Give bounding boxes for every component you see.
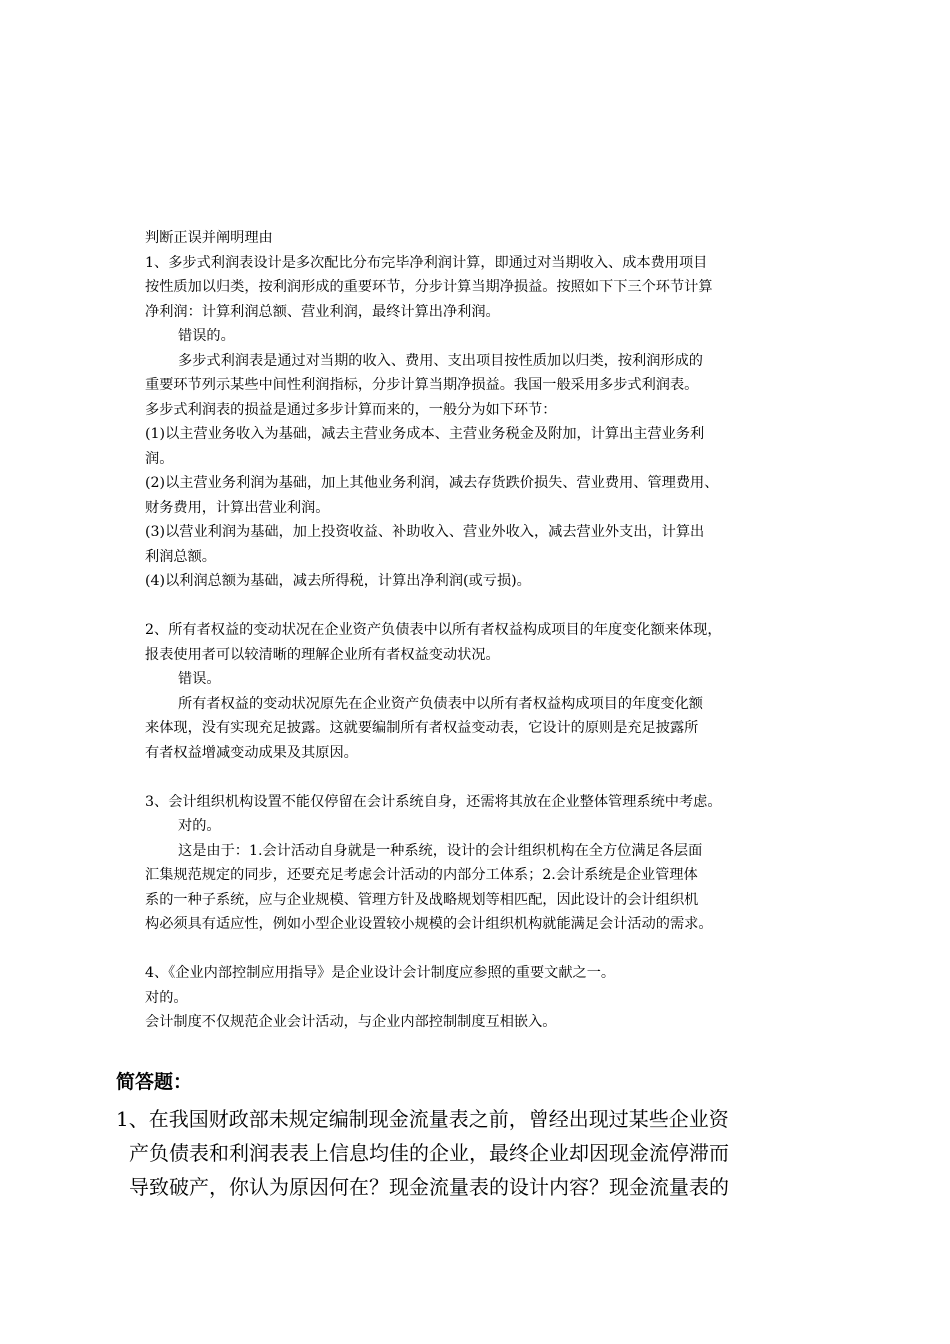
q1-explanation-line: (4)以利润总额为基础，减去所得税，计算出净利润(或亏损)。	[145, 573, 531, 589]
q3-question-line: 3、会计组织机构设置不能仅停留在会计系统自身，还需将其放在企业整体管理系统中考虑。	[145, 793, 722, 810]
q3-explanation-line: 汇集规范规定的同步，还要充足考虑会计活动的内部分工体系；2.会计系统是企业管理体	[145, 867, 698, 883]
q1-question-line: 净利润：计算利润总额、营业利润，最终计算出净利润。	[145, 303, 500, 320]
q1-explanation-line: 润。	[145, 450, 174, 467]
q1-explanation-line: 多步式利润表是通过对当期的收入、费用、支出项目按性质加以归类，按利润形成的	[178, 352, 703, 369]
q4-question-line: 4、《企业内部控制应用指导》是企业设计会计制度应参照的重要文献之一。	[145, 965, 616, 981]
short-answer-heading: 简答题：	[116, 1071, 193, 1093]
section-title: 判断正误并阐明理由	[145, 230, 273, 246]
q1-explanation-line: (1)以主营业务收入为基础，减去主营业务成本、主营业务税金及附加，计算出主营业务利	[145, 426, 705, 442]
q1-explanation-line: 财务费用，计算出营业利润。	[145, 499, 330, 516]
q3-explanation-line: 系的一种子系统，应与企业规模、管理方针及战略规划等相匹配，因此设计的会计组织机	[145, 891, 699, 908]
q1-verdict: 错误的。	[178, 328, 235, 344]
short-answer-q1-line: 1、在我国财政部未规定编制现金流量表之前，曾经出现过某些企业资	[116, 1107, 729, 1131]
blank-line	[145, 594, 825, 619]
short-answer-q1-line: 导致破产，你认为原因何在？现金流量表的设计内容？现金流量表的	[129, 1175, 729, 1199]
blank-line	[145, 937, 825, 962]
q2-verdict: 错误。	[178, 671, 221, 687]
q1-explanation-line: (2)以主营业务利润为基础，加上其他业务利润，减去存货跌价损失、营业费用、管理费用、	[145, 475, 719, 491]
q3-explanation-line: 构必须具有适应性，例如小型企业设置较小规模的会计组织机构就能满足会计活动的需求。	[145, 916, 713, 932]
q4-explanation-line: 会计制度不仅规范企业会计活动，与企业内部控制制度互相嵌入。	[145, 1014, 557, 1030]
q3-explanation-line: 这是由于：1.会计活动自身就是一种系统，设计的会计组织机构在全方位满足各层面	[178, 842, 703, 859]
q1-explanation-line: 多步式利润表的损益是通过多步计算而来的，一般分为如下环节：	[145, 401, 557, 418]
short-answer-q1	[116, 1102, 836, 1204]
q1-question-line: 1、多步式利润表设计是多次配比分布完毕净利润计算，即通过对当期收入、成本费用项目	[145, 254, 708, 271]
q2-explanation-line: 来体现，没有实现充足披露。这就要编制所有者权益变动表，它设计的原则是充足披露所	[145, 720, 699, 736]
q2-question-line: 报表使用者可以较清晰的理解企业所有者权益变动状况。	[145, 646, 500, 663]
q3-verdict: 对的。	[178, 818, 221, 834]
blank-line	[145, 765, 825, 790]
q1-explanation-line: (3)以营业利润为基础，加上投资收益、补助收入、营业外收入，减去营业外支出，计算出	[145, 524, 705, 540]
q1-explanation-line: 利润总额。	[145, 548, 216, 565]
short-answer-q1-line: 产负债表和利润表表上信息均佳的企业，最终企业却因现金流停滞而	[129, 1141, 729, 1165]
q1-explanation-line: 重要环节列示某些中间性利润指标，分步计算当期净损益。我国一般采用多步式利润表。	[145, 377, 699, 393]
q2-explanation-line: 所有者权益的变动状况原先在企业资产负债表中以所有者权益构成项目的年度变化额	[178, 695, 703, 712]
q2-question-line: 2、所有者权益的变动状况在企业资产负债表中以所有者权益构成项目的年度变化额来体现，	[145, 622, 722, 638]
q2-explanation-line: 有者权益增减变动成果及其原因。	[145, 744, 358, 761]
q1-question-line: 按性质加以归类，按利润形成的重要环节，分步计算当期净损益。按照如下下三个环节计算	[145, 279, 713, 295]
q4-verdict: 对的。	[145, 989, 188, 1006]
judge-section	[145, 226, 825, 1035]
